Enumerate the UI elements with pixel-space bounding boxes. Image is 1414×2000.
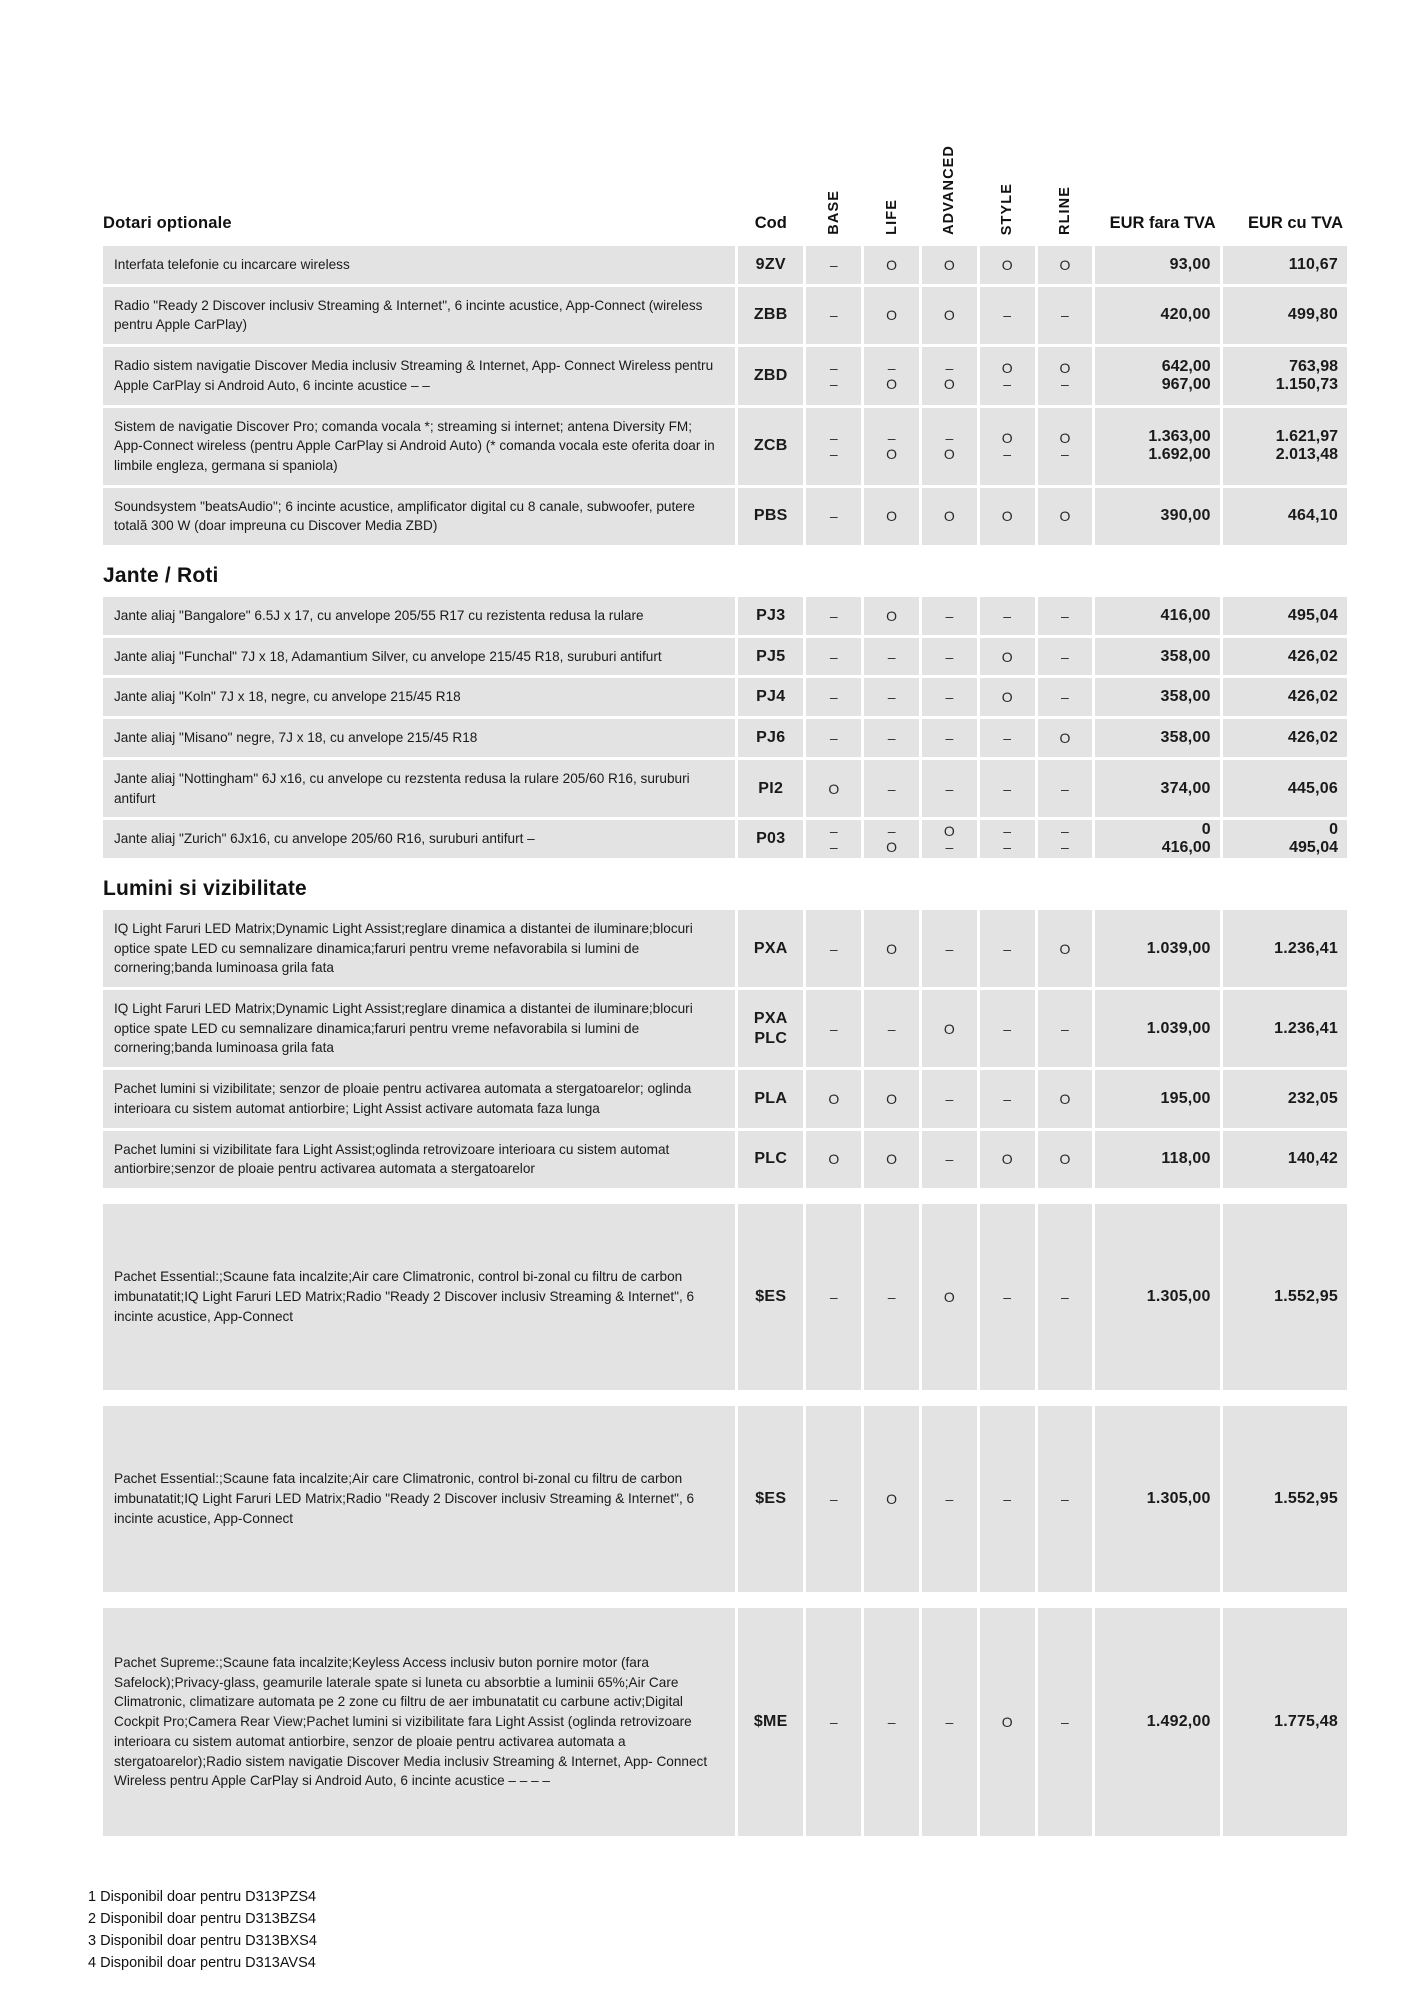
row-availability-life: – bbox=[864, 1608, 919, 1836]
row-description: Jante aliaj "Misano" negre, 7J x 18, cu anvelope 215/45 R18 bbox=[103, 719, 735, 757]
row-description: Jante aliaj "Bangalore" 6.5J x 17, cu anvelope 205/55 R17 cu rezistenta redusa la rulare bbox=[103, 597, 735, 635]
price-variant-b: 1.692,00 bbox=[1148, 446, 1211, 464]
header-trim-style bbox=[980, 133, 1035, 243]
availability-variant-b: O bbox=[886, 375, 898, 392]
row-availability-advanced: O bbox=[922, 990, 977, 1067]
row-availability-rline: O bbox=[1038, 1070, 1093, 1127]
header-trim-advanced-label: ADVANCED bbox=[941, 145, 958, 235]
row-availability-style: – bbox=[980, 597, 1035, 635]
row-availability-base: – bbox=[806, 638, 861, 676]
row-price-no-vat: 1.492,00 bbox=[1095, 1608, 1219, 1836]
table-row bbox=[103, 990, 1347, 1067]
availability-variant-a: – bbox=[1003, 823, 1012, 840]
row-code: PI2 bbox=[738, 760, 803, 817]
availability-variant-b: – bbox=[945, 839, 954, 856]
price-list-sheet bbox=[100, 130, 1350, 1839]
row-availability-style: – bbox=[980, 1204, 1035, 1390]
row-code: P03 bbox=[738, 820, 803, 858]
row-code: PJ4 bbox=[738, 678, 803, 716]
row-availability-life: – bbox=[864, 638, 919, 676]
row-availability-life bbox=[864, 408, 919, 485]
table-row bbox=[103, 678, 1347, 716]
header-row bbox=[103, 133, 1347, 243]
row-availability-advanced: O bbox=[922, 1204, 977, 1390]
row-code: $ES bbox=[738, 1406, 803, 1592]
availability-variant-a: – bbox=[887, 359, 896, 376]
row-availability-rline: – bbox=[1038, 638, 1093, 676]
row-availability-base: – bbox=[806, 597, 861, 635]
header-trim-base bbox=[806, 133, 861, 243]
row-availability-life: O bbox=[864, 1070, 919, 1127]
availability-variant-a: O bbox=[1059, 359, 1071, 376]
section-title: Lumini si vizibilitate bbox=[103, 876, 307, 900]
table-row bbox=[103, 719, 1347, 757]
table-row bbox=[103, 638, 1347, 676]
row-price-no-vat: 118,00 bbox=[1095, 1131, 1219, 1188]
row-availability-rline: O bbox=[1038, 488, 1093, 545]
row-availability-life: O bbox=[864, 1406, 919, 1592]
row-spacer bbox=[103, 1595, 1347, 1605]
table-body bbox=[103, 246, 1347, 1836]
header-price-no-vat: EUR fara TVA bbox=[1109, 213, 1216, 232]
row-price-with-vat: 499,80 bbox=[1223, 287, 1347, 344]
row-availability-rline: – bbox=[1038, 678, 1093, 716]
row-availability-advanced: – bbox=[922, 1070, 977, 1127]
row-price-no-vat: 374,00 bbox=[1095, 760, 1219, 817]
footnote-item: 1 Disponibil doar pentru D313PZS4 bbox=[88, 1889, 317, 1905]
row-code: $ES bbox=[738, 1204, 803, 1390]
row-availability-base: – bbox=[806, 246, 861, 284]
availability-variant-a: – bbox=[829, 823, 838, 840]
row-availability-style: – bbox=[980, 719, 1035, 757]
row-availability-rline: – bbox=[1038, 287, 1093, 344]
row-price-no-vat: 195,00 bbox=[1095, 1070, 1219, 1127]
row-price-with-vat bbox=[1223, 408, 1347, 485]
availability-variant-a: – bbox=[945, 359, 954, 376]
header-trim-rline bbox=[1038, 133, 1093, 243]
row-availability-life: O bbox=[864, 488, 919, 545]
row-availability-style: O bbox=[980, 1131, 1035, 1188]
price-variant-a: 642,00 bbox=[1161, 357, 1211, 375]
row-price-no-vat: 420,00 bbox=[1095, 287, 1219, 344]
row-availability-life: – bbox=[864, 1204, 919, 1390]
row-price-with-vat: 495,04 bbox=[1223, 597, 1347, 635]
row-price-no-vat bbox=[1095, 820, 1219, 858]
row-price-no-vat bbox=[1095, 408, 1219, 485]
price-variant-a: 1.621,97 bbox=[1275, 428, 1338, 446]
table-row bbox=[103, 910, 1347, 987]
availability-variant-b: – bbox=[1061, 375, 1069, 392]
price-variant-b: 1.150,73 bbox=[1275, 375, 1338, 393]
row-availability-rline bbox=[1038, 347, 1093, 404]
availability-variant-a: O bbox=[1001, 359, 1013, 376]
row-description: Jante aliaj "Nottingham" 6J x16, cu anvelope cu rezstenta redusa la rulare 205/60 R16, suruburi antifurt bbox=[103, 760, 735, 817]
row-description: Radio sistem navigatie Discover Media inclusiv Streaming & Internet, App- Connect Wireless pentru Apple CarPlay si Android Auto, 6 incinte acustice – – bbox=[103, 347, 735, 404]
footnote-item: 2 Disponibil doar pentru D313BZS4 bbox=[88, 1911, 317, 1928]
row-code: PJ5 bbox=[738, 638, 803, 676]
row-availability-style: O bbox=[980, 678, 1035, 716]
row-price-no-vat: 358,00 bbox=[1095, 719, 1219, 757]
row-description: Pachet Essential:;Scaune fata incalzite;Air care Climatronic, control bi-zonal cu filtru de carbon imbunatatit;IQ Light Faruri LED Matrix;Radio "Ready 2 Discover inclusiv Streaming & Internet", 6 incinte acustice, App-Connect bbox=[103, 1204, 735, 1390]
row-code: PBS bbox=[738, 488, 803, 545]
row-availability-style: – bbox=[980, 1406, 1035, 1592]
row-availability-life bbox=[864, 820, 919, 858]
row-availability-base bbox=[806, 408, 861, 485]
row-availability-style: – bbox=[980, 1070, 1035, 1127]
row-availability-base: – bbox=[806, 910, 861, 987]
row-description: Interfata telefonie cu incarcare wireless bbox=[103, 246, 735, 284]
row-spacer-cell bbox=[103, 1393, 1347, 1403]
availability-variant-a: O bbox=[1059, 430, 1071, 447]
row-availability-rline: – bbox=[1038, 1406, 1093, 1592]
row-availability-style: – bbox=[980, 760, 1035, 817]
row-spacer-cell bbox=[103, 1595, 1347, 1605]
row-availability-life: O bbox=[864, 1131, 919, 1188]
availability-variant-b: – bbox=[1003, 839, 1012, 856]
row-availability-base: O bbox=[806, 1131, 861, 1188]
row-code: PLA bbox=[738, 1070, 803, 1127]
row-availability-base: O bbox=[806, 760, 861, 817]
row-price-no-vat: 1.305,00 bbox=[1095, 1204, 1219, 1390]
availability-variant-a: O bbox=[943, 823, 955, 840]
section-heading-cell bbox=[103, 861, 1347, 907]
row-price-with-vat: 426,02 bbox=[1223, 678, 1347, 716]
header-trim-style-label: STYLE bbox=[999, 182, 1016, 235]
row-availability-life: O bbox=[864, 287, 919, 344]
row-description: Sistem de navigatie Discover Pro; comanda vocala *; streaming si internet; antena Diversity FM; App-Connect wireless (pentru Apple CarPlay si Android Auto) (* comanda vocala este oferita doar in limbile engleza, germana si spaniola) bbox=[103, 408, 735, 485]
row-price-no-vat: 1.039,00 bbox=[1095, 910, 1219, 987]
row-availability-style bbox=[980, 347, 1035, 404]
row-availability-rline: O bbox=[1038, 1131, 1093, 1188]
row-availability-base: – bbox=[806, 1406, 861, 1592]
availability-variant-b: O bbox=[943, 375, 955, 392]
row-code: ZBB bbox=[738, 287, 803, 344]
row-price-no-vat: 358,00 bbox=[1095, 638, 1219, 676]
row-availability-life: O bbox=[864, 910, 919, 987]
row-price-with-vat: 140,42 bbox=[1223, 1131, 1347, 1188]
row-availability-rline: O bbox=[1038, 910, 1093, 987]
row-price-no-vat: 416,00 bbox=[1095, 597, 1219, 635]
footnote-item: 4 Disponibil doar pentru D313AVS4 bbox=[88, 1955, 316, 1972]
row-price-with-vat: 445,06 bbox=[1223, 760, 1347, 817]
availability-variant-a: – bbox=[1061, 823, 1069, 840]
row-price-with-vat bbox=[1223, 347, 1347, 404]
table-row bbox=[103, 246, 1347, 284]
row-availability-advanced: – bbox=[922, 719, 977, 757]
row-availability-rline: – bbox=[1038, 760, 1093, 817]
row-availability-life: O bbox=[864, 597, 919, 635]
row-availability-advanced: – bbox=[922, 1608, 977, 1836]
price-variant-b: 967,00 bbox=[1161, 375, 1211, 393]
availability-variant-b: – bbox=[829, 375, 838, 392]
row-code: ZCB bbox=[738, 408, 803, 485]
row-price-with-vat: 426,02 bbox=[1223, 719, 1347, 757]
row-availability-style: – bbox=[980, 990, 1035, 1067]
footnote-item: 3 Disponibil doar pentru D313BXS4 bbox=[88, 1933, 317, 1950]
row-code: 9ZV bbox=[738, 246, 803, 284]
section-heading-cell bbox=[103, 548, 1347, 594]
row-description: IQ Light Faruri LED Matrix;Dynamic Light Assist;reglare dinamica a distantei de iluminare;blocuri optice spate LED cu semnalizare dinamica;faruri pentru vreme nefavorabila si lumini de cornering;banda luminoasa grila fata bbox=[103, 910, 735, 987]
table-row bbox=[103, 760, 1347, 817]
row-availability-rline bbox=[1038, 820, 1093, 858]
row-code: PJ6 bbox=[738, 719, 803, 757]
header-trim-life bbox=[864, 133, 919, 243]
footnotes bbox=[88, 1886, 317, 1974]
row-description: Jante aliaj "Koln" 7J x 18, negre, cu anvelope 215/45 R18 bbox=[103, 678, 735, 716]
row-description: Jante aliaj "Funchal" 7J x 18, Adamantium Silver, cu anvelope 215/45 R18, suruburi antifurt bbox=[103, 638, 735, 676]
table-row bbox=[103, 347, 1347, 404]
row-availability-rline: – bbox=[1038, 1608, 1093, 1836]
section-title: Jante / Roti bbox=[103, 564, 219, 588]
availability-variant-b: O bbox=[886, 839, 898, 856]
row-availability-style bbox=[980, 820, 1035, 858]
table-row bbox=[103, 1204, 1347, 1390]
row-availability-style: O bbox=[980, 488, 1035, 545]
row-price-with-vat: 426,02 bbox=[1223, 638, 1347, 676]
header-trim-advanced bbox=[922, 133, 977, 243]
row-availability-advanced: – bbox=[922, 678, 977, 716]
header-price-with-vat: EUR cu TVA bbox=[1247, 213, 1343, 232]
header-trim-rline-label: RLINE bbox=[1056, 186, 1073, 235]
row-availability-style: – bbox=[980, 287, 1035, 344]
row-price-with-vat: 110,67 bbox=[1223, 246, 1347, 284]
row-price-no-vat: 390,00 bbox=[1095, 488, 1219, 545]
section-heading-row bbox=[103, 548, 1347, 594]
table-row bbox=[103, 1131, 1347, 1188]
section-heading-row bbox=[103, 861, 1347, 907]
row-availability-base: – bbox=[806, 287, 861, 344]
row-price-with-vat: 464,10 bbox=[1223, 488, 1347, 545]
header-description: Dotari optionale bbox=[103, 214, 232, 232]
row-availability-rline: – bbox=[1038, 990, 1093, 1067]
row-availability-style bbox=[980, 408, 1035, 485]
row-availability-rline: O bbox=[1038, 246, 1093, 284]
row-availability-base bbox=[806, 820, 861, 858]
row-code: $ME bbox=[738, 1608, 803, 1836]
row-price-no-vat bbox=[1095, 347, 1219, 404]
availability-variant-a: – bbox=[829, 359, 838, 376]
row-availability-base: – bbox=[806, 678, 861, 716]
row-availability-base: – bbox=[806, 1608, 861, 1836]
row-availability-advanced bbox=[922, 820, 977, 858]
table-row bbox=[103, 597, 1347, 635]
table-header bbox=[103, 133, 1347, 243]
availability-variant-a: – bbox=[945, 430, 954, 447]
row-spacer-cell bbox=[103, 1191, 1347, 1201]
row-description: Pachet Essential:;Scaune fata incalzite;Air care Climatronic, control bi-zonal cu filtru de carbon imbunatatit;IQ Light Faruri LED Matrix;Radio "Ready 2 Discover inclusiv Streaming & Internet", 6 incinte acustice, App-Connect bbox=[103, 1406, 735, 1592]
price-variant-a: 0 bbox=[1201, 821, 1211, 839]
row-availability-advanced bbox=[922, 408, 977, 485]
availability-variant-b: – bbox=[829, 446, 838, 463]
row-availability-advanced: O bbox=[922, 287, 977, 344]
row-code: PJ3 bbox=[738, 597, 803, 635]
row-spacer bbox=[103, 1191, 1347, 1201]
row-availability-base: – bbox=[806, 488, 861, 545]
row-availability-advanced: – bbox=[922, 1131, 977, 1188]
row-availability-advanced: – bbox=[922, 638, 977, 676]
row-availability-base bbox=[806, 347, 861, 404]
row-code-line: PLC bbox=[754, 1029, 788, 1047]
row-availability-rline: O bbox=[1038, 719, 1093, 757]
availability-variant-b: O bbox=[886, 446, 898, 463]
row-availability-style: O bbox=[980, 1608, 1035, 1836]
row-description: Soundsystem "beatsAudio"; 6 incinte acustice, amplificator digital cu 8 canale, subwoofer, putere totală 300 W (doar impreuna cu Discover Media ZBD) bbox=[103, 488, 735, 545]
availability-variant-b: – bbox=[1003, 446, 1012, 463]
header-trim-life-label: LIFE bbox=[883, 199, 900, 235]
row-availability-life: – bbox=[864, 719, 919, 757]
table-row bbox=[103, 1070, 1347, 1127]
row-description: Jante aliaj "Zurich" 6Jx16, cu anvelope 205/60 R16, suruburi antifurt – bbox=[103, 820, 735, 858]
row-code: PLC bbox=[738, 1131, 803, 1188]
row-price-no-vat: 358,00 bbox=[1095, 678, 1219, 716]
row-availability-advanced bbox=[922, 347, 977, 404]
table-row bbox=[103, 408, 1347, 485]
price-variant-a: 1.363,00 bbox=[1148, 428, 1211, 446]
row-availability-advanced: – bbox=[922, 597, 977, 635]
row-spacer bbox=[103, 1393, 1347, 1403]
table-row bbox=[103, 488, 1347, 545]
row-availability-rline: – bbox=[1038, 597, 1093, 635]
row-price-no-vat: 1.039,00 bbox=[1095, 990, 1219, 1067]
row-description: Pachet lumini si vizibilitate fara Light Assist;oglinda retrovizoare interioara cu sistem automat antiorbire;senzor de ploaie pentru activarea automata a stergatoarelor bbox=[103, 1131, 735, 1188]
row-price-no-vat: 1.305,00 bbox=[1095, 1406, 1219, 1592]
price-variant-a: 763,98 bbox=[1289, 357, 1338, 375]
table-row bbox=[103, 820, 1347, 858]
row-price-with-vat: 1.775,48 bbox=[1223, 1608, 1347, 1836]
availability-variant-b: – bbox=[829, 839, 838, 856]
row-availability-life: – bbox=[864, 760, 919, 817]
table-row bbox=[103, 287, 1347, 344]
row-availability-base: – bbox=[806, 1204, 861, 1390]
availability-variant-b: – bbox=[1003, 375, 1012, 392]
row-price-no-vat: 93,00 bbox=[1095, 246, 1219, 284]
row-price-with-vat bbox=[1223, 820, 1347, 858]
row-description: Radio "Ready 2 Discover inclusiv Streaming & Internet", 6 incinte acustice, App-Connect (wireless pentru Apple CarPlay) bbox=[103, 287, 735, 344]
row-price-with-vat: 1.236,41 bbox=[1223, 990, 1347, 1067]
row-description: IQ Light Faruri LED Matrix;Dynamic Light Assist;reglare dinamica a distantei de iluminare;blocuri optice spate LED cu semnalizare dinamica;faruri pentru vreme nefavorabila si lumini de cornering;banda luminoasa grila fata bbox=[103, 990, 735, 1067]
row-availability-advanced: O bbox=[922, 488, 977, 545]
row-availability-advanced: – bbox=[922, 910, 977, 987]
row-availability-advanced: – bbox=[922, 760, 977, 817]
row-description: Pachet lumini si vizibilitate; senzor de ploaie pentru activarea automata a stergatoarelor; oglinda interioara cu sistem automat antiorbire; Light Assist activare automata faza lunga bbox=[103, 1070, 735, 1127]
row-code-line: PXA bbox=[753, 1009, 788, 1027]
row-availability-style: O bbox=[980, 246, 1035, 284]
row-code bbox=[738, 990, 803, 1067]
price-variant-b: 495,04 bbox=[1289, 839, 1338, 857]
price-variant-b: 2.013,48 bbox=[1275, 446, 1338, 464]
table-row bbox=[103, 1608, 1347, 1836]
availability-variant-a: O bbox=[1001, 430, 1013, 447]
row-availability-base: – bbox=[806, 990, 861, 1067]
row-availability-style: O bbox=[980, 638, 1035, 676]
row-price-with-vat: 1.552,95 bbox=[1223, 1406, 1347, 1592]
row-availability-base: – bbox=[806, 719, 861, 757]
row-availability-style: – bbox=[980, 910, 1035, 987]
availability-variant-b: – bbox=[1061, 839, 1069, 856]
table-row bbox=[103, 1406, 1347, 1592]
row-code: PXA bbox=[738, 910, 803, 987]
availability-variant-a: – bbox=[887, 823, 896, 840]
row-availability-life: O bbox=[864, 246, 919, 284]
row-price-with-vat: 232,05 bbox=[1223, 1070, 1347, 1127]
row-availability-advanced: O bbox=[922, 246, 977, 284]
availability-variant-a: – bbox=[829, 430, 838, 447]
row-description: Pachet Supreme:;Scaune fata incalzite;Keyless Access inclusiv buton pornire motor (fara Safelock);Privacy-glass, geamurile laterale spate si luneta cu absorbtie a luminii 65%;Air Care Climatronic, climatizare automata pe 2 zone cu filtru de aer imbunatatit cu carbune activ;Digital Cockpit Pro;Camera Rear View;Pachet lumini si vizibilitate fara Light Assist (oglinda retrovizoare interioara cu sistem automat antiorbire, senzor de ploaie pentru activarea automata a stergatoarelor);Radio sistem navigatie Discover Media inclusiv Streaming & Internet, App- Connect Wireless pentru Apple CarPlay si Android Auto, 6 incinte acustice – – – – bbox=[103, 1608, 735, 1836]
row-availability-life: – bbox=[864, 678, 919, 716]
availability-variant-b: – bbox=[1061, 446, 1069, 463]
header-code: Cod bbox=[754, 214, 787, 232]
row-price-with-vat: 1.236,41 bbox=[1223, 910, 1347, 987]
availability-variant-b: O bbox=[943, 446, 955, 463]
header-trim-base-label: BASE bbox=[825, 190, 842, 235]
row-code: ZBD bbox=[738, 347, 803, 404]
row-availability-rline: – bbox=[1038, 1204, 1093, 1390]
row-availability-base: O bbox=[806, 1070, 861, 1127]
optional-equipment-table bbox=[100, 130, 1350, 1839]
price-variant-b: 416,00 bbox=[1161, 839, 1211, 857]
row-availability-rline bbox=[1038, 408, 1093, 485]
row-availability-life: – bbox=[864, 990, 919, 1067]
price-variant-a: 0 bbox=[1329, 821, 1338, 839]
availability-variant-a: – bbox=[887, 430, 896, 447]
row-availability-life bbox=[864, 347, 919, 404]
row-price-with-vat: 1.552,95 bbox=[1223, 1204, 1347, 1390]
row-availability-advanced: – bbox=[922, 1406, 977, 1592]
